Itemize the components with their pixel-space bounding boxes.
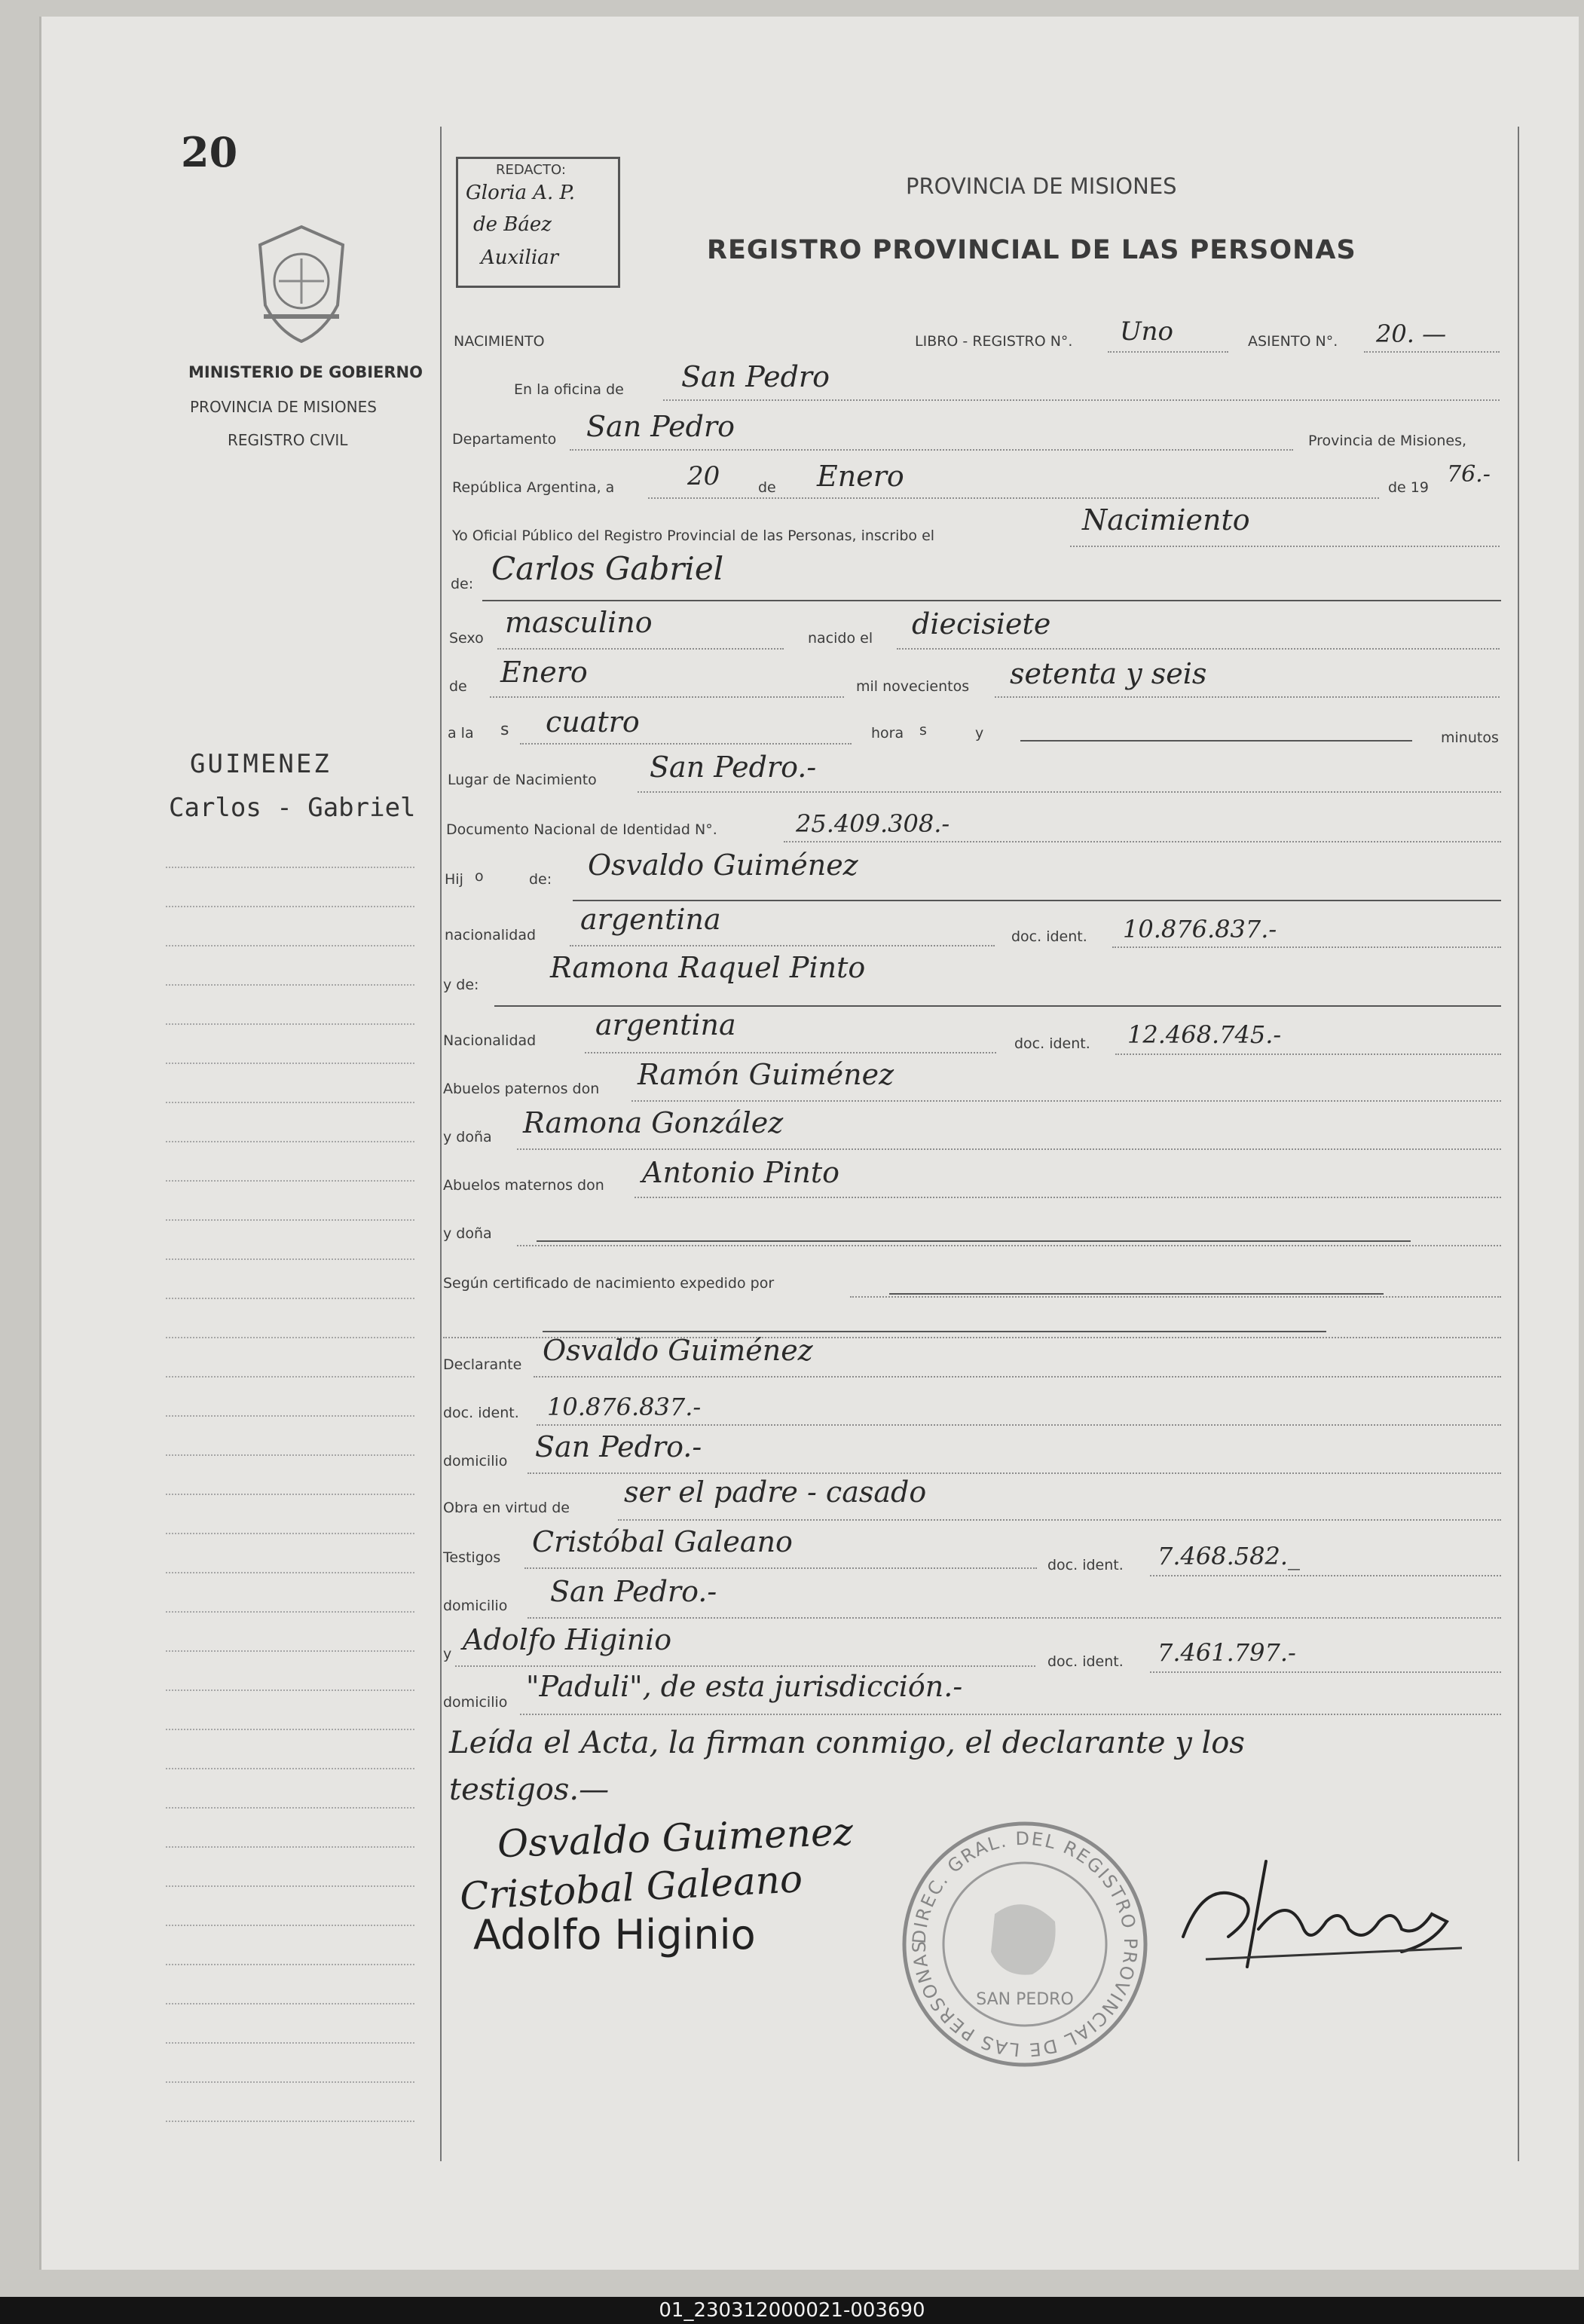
value-nacionalidad-madre: argentina bbox=[595, 1008, 736, 1041]
label-abuelos-paternos: Abuelos paternos don bbox=[443, 1081, 600, 1097]
label-doc-padre: doc. ident. bbox=[1011, 928, 1087, 945]
value-libro: Uno bbox=[1120, 316, 1174, 347]
redacto-label: REDACTO: bbox=[496, 162, 566, 178]
label-anio: de 19 bbox=[1388, 479, 1429, 496]
form-right-border bbox=[1518, 127, 1519, 2161]
label-abuelos-maternos: Abuelos maternos don bbox=[443, 1177, 604, 1194]
label-nacido: nacido el bbox=[808, 630, 873, 647]
redacto-role: Auxiliar bbox=[481, 246, 559, 269]
value-doc-testigo1: 7.468.582._ bbox=[1157, 1542, 1301, 1570]
label-y-dona-materna: y doña bbox=[443, 1225, 492, 1242]
value-asiento: 20. — bbox=[1376, 320, 1447, 348]
official-signature-icon bbox=[1176, 1846, 1477, 1982]
label-y-testigo2: y bbox=[443, 1646, 452, 1662]
label-nacionalidad-madre: Nacionalidad bbox=[443, 1032, 537, 1049]
header-title: REGISTRO PROVINCIAL DE LAS PERSONAS bbox=[707, 235, 1356, 265]
value-abuela-paterna: Ramona González bbox=[523, 1106, 784, 1139]
label-sexo: Sexo bbox=[449, 630, 484, 647]
label-lugar: Lugar de Nacimiento bbox=[448, 772, 597, 788]
ministry-province: PROVINCIA DE MISIONES bbox=[190, 398, 377, 416]
label-dni: Documento Nacional de Identidad N°. bbox=[446, 821, 717, 838]
label-a-la: a la bbox=[448, 725, 474, 742]
redacto-surname: de Báez bbox=[473, 213, 552, 236]
signature-testigo1: Cristobal Galeano bbox=[458, 1857, 804, 1919]
label-nacionalidad-padre: nacionalidad bbox=[445, 927, 537, 943]
label-a-la-suffix: s bbox=[500, 720, 509, 739]
label-y-dona-paterna: y doña bbox=[443, 1129, 492, 1145]
label-doc-testigo2: doc. ident. bbox=[1047, 1653, 1124, 1670]
ministry-registry: REGISTRO CIVIL bbox=[228, 431, 348, 449]
value-madre: Ramona Raquel Pinto bbox=[550, 951, 866, 984]
label-de-mes-nac: de bbox=[449, 678, 467, 695]
label-horas-suffix: s bbox=[919, 722, 927, 738]
signature-testigo2: Adolfo Higinio bbox=[473, 1911, 756, 1959]
label-domicilio-testigo1: domicilio bbox=[443, 1598, 508, 1614]
label-doc-madre: doc. ident. bbox=[1014, 1035, 1090, 1052]
closing-text-line2: testigos.— bbox=[449, 1772, 610, 1807]
label-segun-certificado: Según certificado de nacimiento expedido por bbox=[443, 1275, 775, 1292]
value-domicilio-testigo1: San Pedro.- bbox=[550, 1575, 717, 1608]
label-y-minutos: y bbox=[975, 725, 984, 742]
page-number: 20 bbox=[181, 128, 238, 176]
label-hijo-suffix: o bbox=[475, 868, 484, 885]
label-doc-testigo1: doc. ident. bbox=[1047, 1557, 1124, 1573]
label-testigos: Testigos bbox=[443, 1549, 501, 1566]
label-hijo-de: de: bbox=[529, 871, 552, 888]
value-obra: ser el padre - casado bbox=[624, 1475, 927, 1509]
value-hora: cuatro bbox=[546, 705, 640, 738]
redacto-name: Gloria A. P. bbox=[466, 182, 576, 204]
value-padre: Osvaldo Guiménez bbox=[588, 849, 858, 882]
value-doc-madre: 12.468.745.- bbox=[1127, 1020, 1282, 1049]
label-mil: mil novecientos bbox=[856, 678, 970, 695]
registry-seal-stamp bbox=[897, 1816, 1153, 2072]
value-mes-nac: Enero bbox=[500, 656, 588, 689]
label-provincia: Provincia de Misiones, bbox=[1308, 433, 1467, 449]
coat-of-arms-icon bbox=[249, 222, 354, 347]
value-domicilio-declarante: San Pedro.- bbox=[535, 1430, 702, 1463]
label-de-mes: de bbox=[758, 479, 776, 496]
label-de-nombre: de: bbox=[451, 576, 474, 592]
value-abuelo-paterno: Ramón Guiménez bbox=[638, 1058, 894, 1091]
label-departamento: Departamento bbox=[452, 431, 557, 448]
value-sexo: masculino bbox=[505, 606, 653, 639]
label-obra: Obra en virtud de bbox=[443, 1500, 570, 1516]
seal-place: SAN PEDRO bbox=[976, 1990, 1074, 2009]
seal-text: DIREC. GRAL. DEL REGISTRO PROVINCIAL DE LAS PERSONAS bbox=[908, 1827, 1142, 2061]
value-dni: 25.409.308.- bbox=[796, 809, 950, 838]
value-mes: Enero bbox=[817, 460, 904, 493]
value-oficina: San Pedro bbox=[681, 360, 830, 393]
value-doc-testigo2: 7.461.797.- bbox=[1157, 1638, 1296, 1667]
value-testigo1: Cristóbal Galeano bbox=[532, 1525, 793, 1558]
margin-given-names: Carlos - Gabriel bbox=[169, 793, 416, 823]
value-testigo2: Adolfo Higinio bbox=[463, 1623, 672, 1656]
signature-declarante: Osvaldo Guimenez bbox=[497, 1809, 854, 1867]
value-departamento: San Pedro bbox=[586, 410, 735, 443]
margin-surname: GUIMENEZ bbox=[190, 749, 332, 779]
label-horas: hora bbox=[871, 725, 904, 742]
label-asiento: ASIENTO N°. bbox=[1248, 333, 1338, 350]
label-oficina: En la oficina de bbox=[514, 381, 624, 398]
footer-filename: 01_230312000021-003690 bbox=[0, 2297, 1584, 2324]
header-province: PROVINCIA DE MISIONES bbox=[906, 173, 1177, 199]
form-left-border bbox=[440, 127, 442, 2161]
label-nacimiento: NACIMIENTO bbox=[454, 333, 545, 350]
value-declarante: Osvaldo Guiménez bbox=[543, 1334, 813, 1367]
value-acto: Nacimiento bbox=[1082, 503, 1250, 537]
label-doc-declarante: doc. ident. bbox=[443, 1405, 519, 1421]
label-minutos: minutos bbox=[1441, 729, 1499, 746]
value-abuelo-materno: Antonio Pinto bbox=[642, 1156, 839, 1189]
value-nacido: diecisiete bbox=[912, 607, 1051, 641]
label-domicilio-declarante: domicilio bbox=[443, 1453, 508, 1469]
value-doc-declarante: 10.876.837.- bbox=[547, 1393, 702, 1421]
closing-text-line1: Leída el Acta, la firman conmigo, el declarante y los bbox=[449, 1726, 1245, 1760]
value-domicilio-testigo2: "Paduli", de esta jurisdicción.- bbox=[526, 1670, 963, 1703]
label-hijo: Hij bbox=[445, 871, 463, 888]
value-nacionalidad-padre: argentina bbox=[580, 903, 721, 936]
value-lugar: San Pedro.- bbox=[650, 751, 817, 784]
label-domicilio-testigo2: domicilio bbox=[443, 1694, 508, 1711]
value-doc-padre: 10.876.837.- bbox=[1123, 915, 1277, 943]
label-declarante: Declarante bbox=[443, 1356, 522, 1373]
ministry-title: MINISTERIO DE GOBIERNO bbox=[188, 363, 423, 381]
value-anio-nac: setenta y seis bbox=[1010, 657, 1207, 690]
label-yo-oficial: Yo Oficial Público del Registro Provincial de las Personas, inscribo el bbox=[452, 527, 935, 544]
label-republica: República Argentina, a bbox=[452, 479, 615, 496]
label-libro: LIBRO - REGISTRO N°. bbox=[915, 333, 1073, 350]
value-dia: 20 bbox=[687, 461, 720, 491]
value-anio: 76.- bbox=[1447, 461, 1491, 488]
value-nombre: Carlos Gabriel bbox=[491, 550, 724, 587]
redacto-stamp-box bbox=[456, 157, 620, 288]
label-y-de: y de: bbox=[443, 977, 479, 993]
